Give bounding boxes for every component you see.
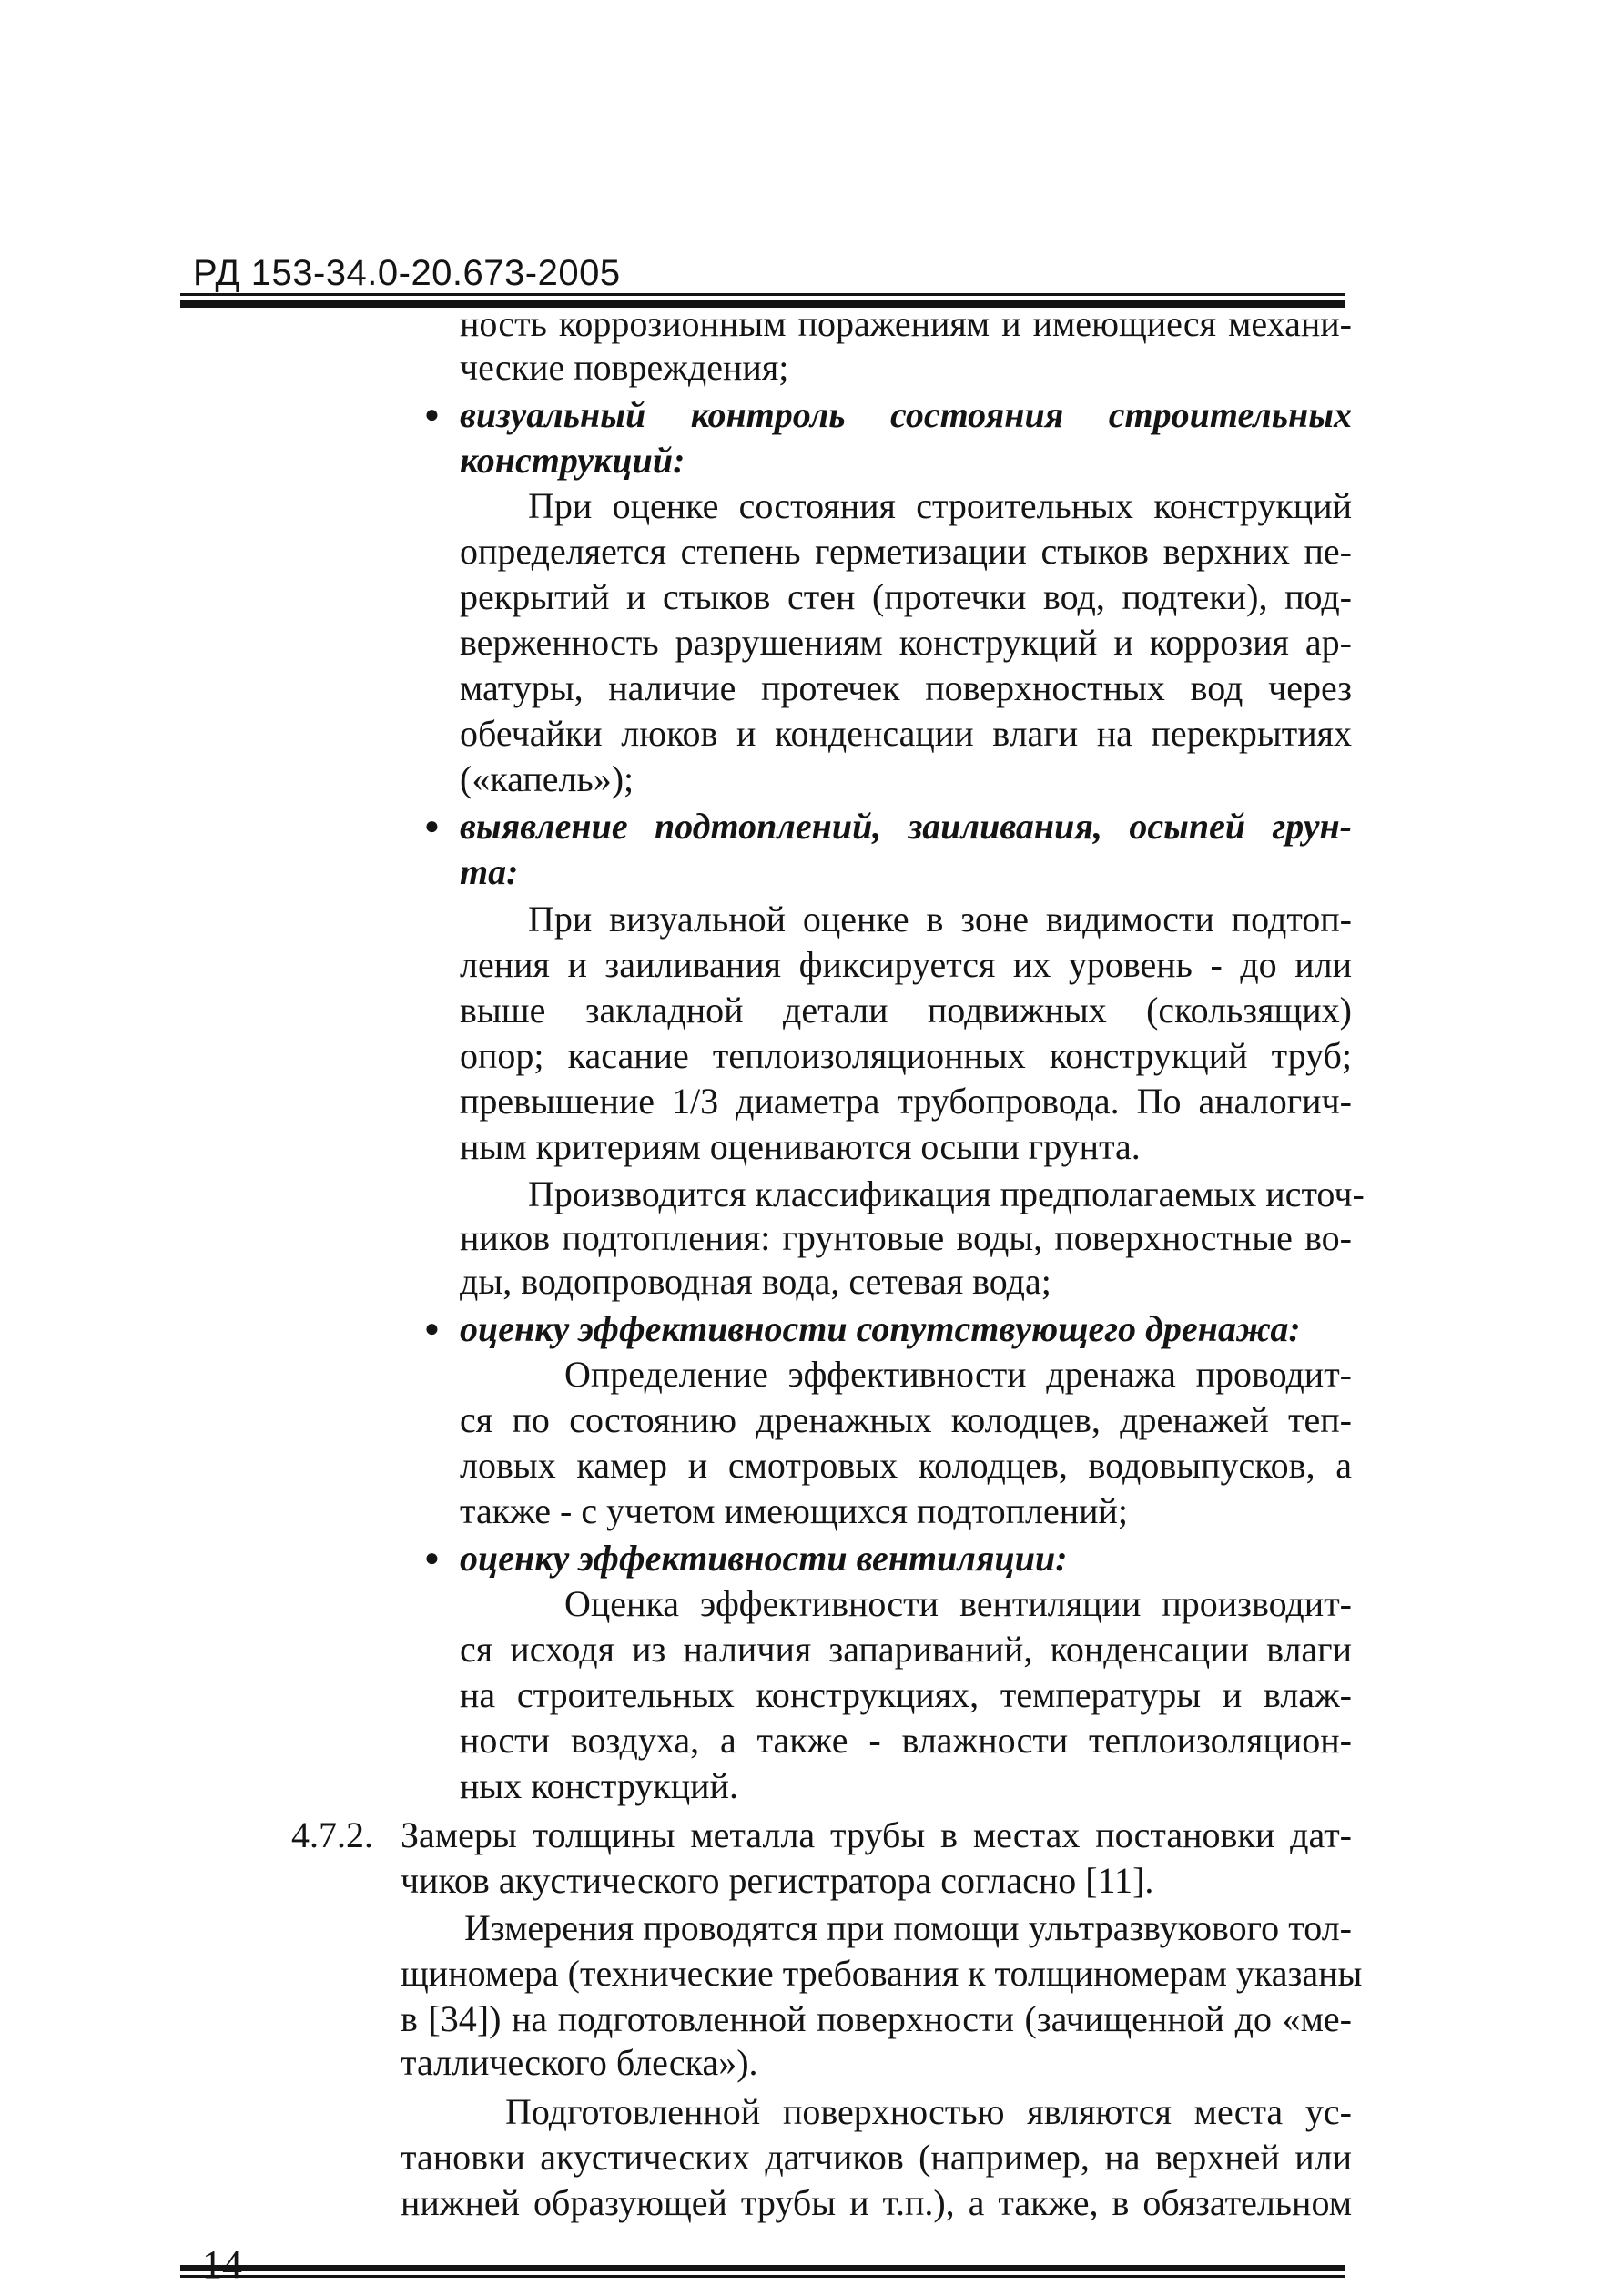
footer-rule-thick	[180, 2265, 1345, 2271]
document-code: РД 153-34.0-20.673-2005	[193, 253, 621, 293]
text-line: («капель»);	[460, 758, 634, 799]
text-line: ности воздуха, а также - влажности теплоизоляцион-	[460, 1720, 1352, 1761]
text-line: ность коррозионным поражениям и имеющиеся механи-	[460, 303, 1352, 344]
section-heading-line: выявление подтоплений, заиливания, осыпей грун-	[460, 806, 1352, 847]
text-line: ся исходя из наличия запариваний, конденсации влаги	[460, 1629, 1352, 1670]
text-line: Оценка эффективности вентиляции производит-	[564, 1583, 1352, 1624]
text-line: ды, водопроводная вода, сетевая вода;	[460, 1261, 1051, 1302]
bullet-icon: ●	[424, 1544, 440, 1572]
text-line: рекрытий и стыков стен (протечки вод, подтеки), под-	[460, 576, 1352, 617]
section-heading-line: оценку эффективности вентиляции:	[460, 1538, 1068, 1579]
text-line: опор; касание теплоизоляционных конструкций труб;	[460, 1035, 1352, 1076]
text-line: превышение 1/3 диаметра трубопровода. По аналогич-	[460, 1081, 1352, 1122]
page-number: 14	[202, 2242, 242, 2287]
text-line: При визуальной оценке в зоне видимости подтоп-	[528, 899, 1352, 940]
text-line: Подготовленной поверхностью являются места ус-	[505, 2091, 1352, 2132]
text-line: определяется степень герметизации стыков верхних пе-	[460, 531, 1352, 572]
text-line: Определение эффективности дренажа проводит-	[564, 1354, 1352, 1395]
section-heading-line: оценку эффективности сопутствующего дренажа:	[460, 1308, 1301, 1349]
text-line: тановки акустических датчиков (например, на верхней или	[401, 2137, 1352, 2178]
bullet-icon: ●	[424, 812, 440, 840]
text-line: ников подтопления: грунтовые воды, поверхностные во-	[460, 1217, 1352, 1258]
text-line: При оценке состояния строительных конструкций	[528, 485, 1352, 526]
text-line: таллического блеска»).	[401, 2042, 758, 2083]
text-line: матуры, наличие протечек поверхностных вод через	[460, 667, 1352, 708]
footer-rule-thin	[180, 2275, 1345, 2278]
section-heading-line: визуальный контроль состояния строительных	[460, 394, 1352, 435]
text-line: нижней образующей трубы и т.п.), а также, в обязательном	[401, 2182, 1352, 2223]
text-line: Производится классификация предполагаемых источ-	[528, 1173, 1365, 1214]
text-line: в [34]) на подготовленной поверхности (зачищенной до «ме-	[401, 1998, 1352, 2039]
text-line: ся по состоянию дренажных колодцев, дренажей теп-	[460, 1399, 1352, 1440]
text-line: ных конструкций.	[460, 1765, 738, 1806]
bullet-icon: ●	[424, 401, 440, 429]
text-line: выше закладной детали подвижных (скользящих)	[460, 990, 1352, 1031]
text-line: обечайки люков и конденсации влаги на перекрытиях	[460, 713, 1352, 754]
text-line: Замеры толщины металла трубы в местах постановки дат-	[401, 1814, 1352, 1855]
bullet-icon: ●	[424, 1315, 440, 1343]
text-line: также - с учетом имеющихся подтоплений;	[460, 1490, 1129, 1531]
text-line: ным критериям оцениваются осыпи грунта.	[460, 1126, 1141, 1167]
text-line: ления и заиливания фиксируется их уровень - до или	[460, 944, 1352, 985]
section-heading-line: та:	[460, 851, 519, 892]
text-line: ческие повреждения;	[460, 347, 789, 388]
text-line: на строительных конструкциях, температуры и влаж-	[460, 1674, 1352, 1715]
text-line: щиномера (технические требования к толщиномерам указаны	[401, 1953, 1363, 1994]
text-line: Измерения проводятся при помощи ультразвукового тол-	[464, 1907, 1352, 1948]
text-line: ловых камер и смотровых колодцев, водовыпусков, а	[460, 1445, 1352, 1486]
section-heading-line: конструкций:	[460, 440, 685, 481]
text-line: верженность разрушениям конструкций и коррозия ар-	[460, 622, 1352, 663]
text-line: чиков акустического регистратора согласно [11].	[401, 1860, 1154, 1901]
text-line: 4.7.2.	[291, 1814, 373, 1855]
